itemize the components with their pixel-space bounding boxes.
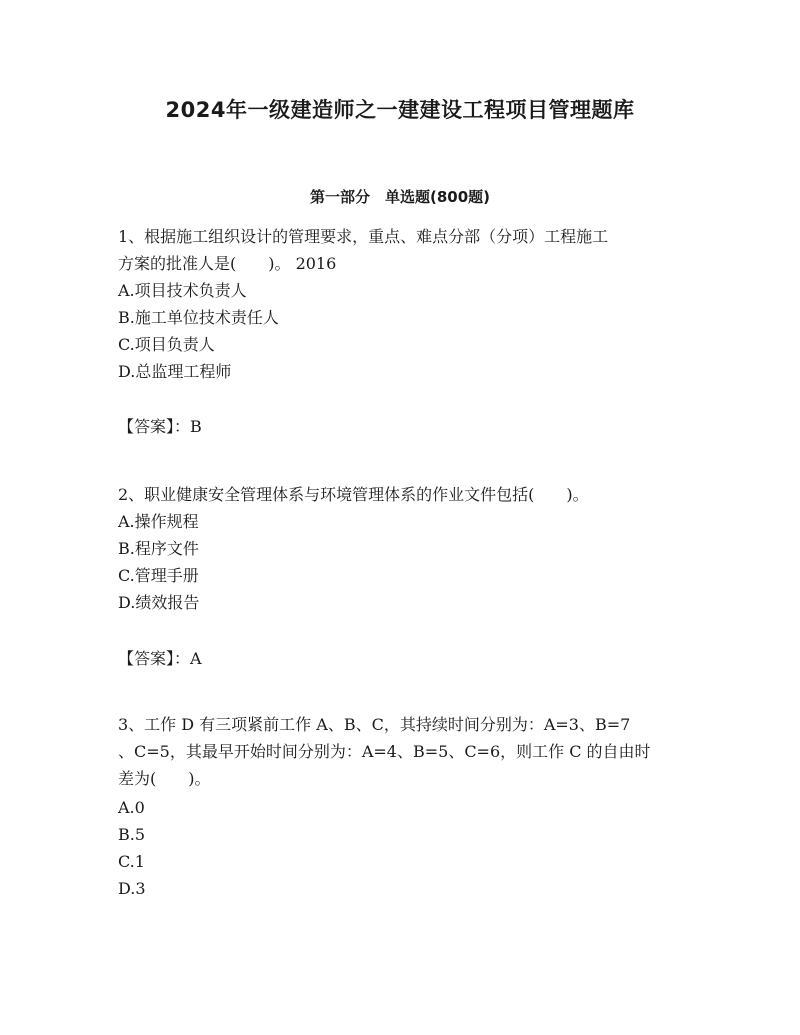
question-1-answer: 【答案】：B	[118, 417, 202, 436]
question-2-option-a: A.操作规程	[118, 512, 199, 531]
question-3-option-c: C.1	[118, 852, 145, 871]
question-1-stem-line-1: 1、根据施工组织设计的管理要求，重点、难点分部（分项）工程施工	[118, 227, 609, 246]
question-1-option-a: A.项目技术负责人	[118, 281, 247, 300]
question-3-stem-line-3: 差为( )。	[118, 769, 211, 788]
question-3-stem-line-2: 、C=5，其最早开始时间分别为：A=4、B=5、C=6，则工作 C 的自由时	[118, 742, 651, 761]
section-title: 第一部分 单选题(800题)	[309, 188, 491, 206]
question-3-option-a: A.0	[118, 798, 145, 817]
question-2-option-d: D.绩效报告	[118, 593, 200, 612]
question-3-option-b: B.5	[118, 825, 146, 844]
question-3-option-d: D.3	[118, 879, 146, 898]
document-title: 2024年一级建造师之一建建设工程项目管理题库	[165, 98, 635, 122]
question-1-option-d: D.总监理工程师	[118, 362, 232, 381]
question-2-option-b: B.程序文件	[118, 539, 199, 558]
question-1-option-c: C.项目负责人	[118, 335, 215, 354]
question-2-stem-line-1: 2、职业健康安全管理体系与环境管理体系的作业文件包括( )。	[118, 485, 589, 504]
question-3-stem-line-1: 3、工作 D 有三项紧前工作 A、B、C，其持续时间分别为：A=3、B=7	[118, 715, 631, 734]
question-1-stem-line-2: 方案的批准人是( )。 2016	[118, 254, 337, 273]
question-1-option-b: B.施工单位技术责任人	[118, 308, 279, 327]
question-2-answer: 【答案】：A	[118, 649, 202, 668]
question-2-option-c: C.管理手册	[118, 566, 199, 585]
